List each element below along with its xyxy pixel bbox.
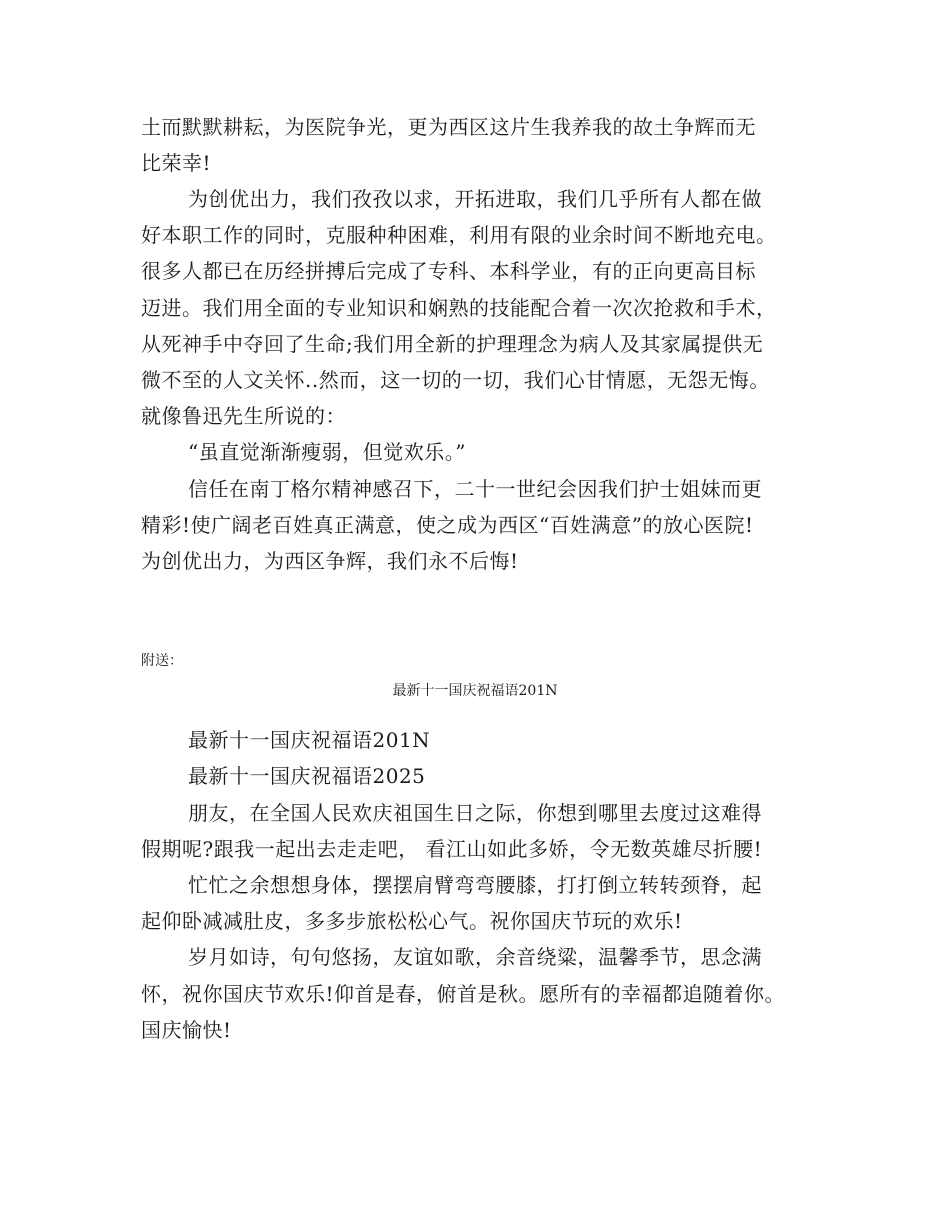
paragraph-line: 就像鲁迅先生所说的： xyxy=(141,404,346,428)
paragraph-line: 为创优出力，我们孜孜以求，开拓进取，我们几乎所有人都在做 xyxy=(188,187,762,211)
paragraph-line: 迈进。我们用全面的专业知识和娴熟的技能配合着一次次抢救和手术， xyxy=(141,296,777,320)
paragraph-line: 最新十一国庆祝福语201N xyxy=(188,728,431,752)
paragraph-line: 信任在南丁格尔精神感召下，二十一世纪会因我们护士姐妹而更 xyxy=(188,477,762,501)
paragraph-line: 假期呢?跟我一起出去走走吧， 看江山如此多娇，令无数英雄尽折腰! xyxy=(141,837,763,861)
paragraph-line: 忙忙之余想想身体，摆摆肩臂弯弯腰膝，打打倒立转转颈脊，起 xyxy=(188,873,762,897)
appendix-title: 最新十一国庆祝福语201N xyxy=(392,683,558,699)
paragraph-line: 起仰卧减减肚皮，多多步旅松松心气。祝你国庆节玩的欢乐! xyxy=(141,909,683,933)
paragraph-line: 为创优出力，为西区争辉，我们永不后悔! xyxy=(141,549,519,573)
paragraph-line: 精彩!使广阔老百姓真正满意，使之成为西区“百姓满意”的放心医院! xyxy=(141,513,754,537)
paragraph-line: 从死神手中夺回了生命;我们用全新的护理理念为病人及其家属提供无 xyxy=(141,332,764,356)
appendix-label: 附送： xyxy=(141,653,183,669)
paragraph-line: 国庆愉快! xyxy=(141,1018,232,1042)
paragraph-line: 岁月如诗，句句悠扬，友谊如歌，余音绕粱，温馨季节，思念满 xyxy=(188,945,762,969)
paragraph-line: 朋友，在全国人民欢庆祖国生日之际，你想到哪里去度过这难得 xyxy=(188,801,762,825)
paragraph-line: 微不至的人文关怀..然而，这一切的一切，我们心甘情愿，无怨无悔。 xyxy=(141,368,770,392)
paragraph-line: 最新十一国庆祝福语2025 xyxy=(188,764,426,788)
paragraph-line: 好本职工作的同时，克服种种困难，利用有限的业余时间不断地充电。 xyxy=(141,223,777,247)
paragraph-line: 土而默默耕耘，为医院争光，更为西区这片生我养我的故土争辉而无 xyxy=(141,115,756,139)
paragraph-line: 怀，祝你国庆节欢乐!仰首是春，俯首是秋。愿所有的幸福都追随着你。 xyxy=(141,982,786,1006)
paragraph-line: 很多人都已在历经拼搏后完成了专科、本科学业，有的正向更高目标 xyxy=(141,259,756,283)
paragraph-line: 比荣幸! xyxy=(141,151,212,175)
quote-line: “虽直觉渐渐瘦弱，但觉欢乐。” xyxy=(188,440,466,464)
